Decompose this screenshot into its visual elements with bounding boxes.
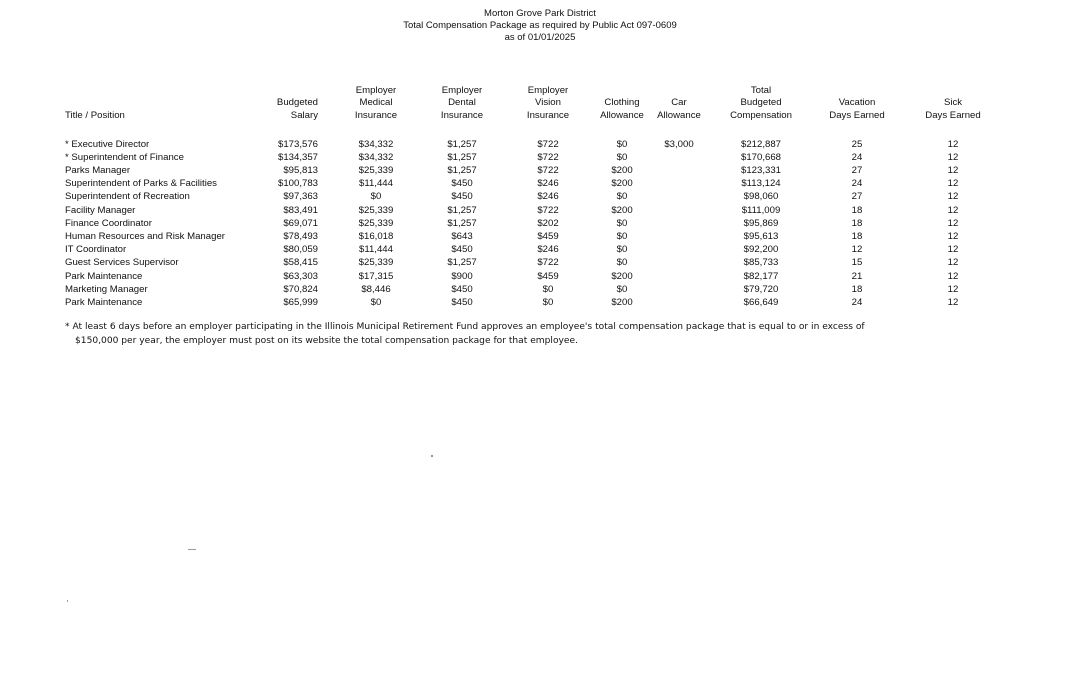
- cell-vision: $722: [537, 204, 559, 216]
- cell-salary: $80,059: [283, 244, 318, 256]
- cell-vision: $246: [537, 191, 559, 203]
- cell-salary: $173,576: [277, 138, 318, 150]
- cell-salary: $65,999: [283, 296, 318, 308]
- cell-vacation: 18: [851, 217, 863, 229]
- cell-sick: 12: [947, 244, 959, 256]
- cell-title: Superintendent of Parks & Facilities: [65, 178, 217, 190]
- cell-dental: $1,257: [447, 138, 477, 150]
- cell-total: $92,200: [743, 244, 779, 256]
- cell-vision: $246: [537, 178, 559, 190]
- cell-total: $95,869: [743, 217, 779, 229]
- cell-title: Parks Manager: [65, 164, 131, 176]
- cell-salary: $134,357: [277, 151, 318, 163]
- cell-clothing: $200: [611, 270, 633, 282]
- cell-vacation: 18: [851, 283, 863, 295]
- cell-vacation: 25: [851, 138, 863, 150]
- cell-sick: 12: [947, 138, 959, 150]
- cell-vacation: 24: [851, 151, 863, 163]
- scan-speck: [67, 600, 68, 602]
- cell-dental: $900: [451, 270, 473, 282]
- header-clothing: Clothing Allowance: [600, 97, 644, 121]
- document-header: [0, 8, 1080, 44]
- cell-dental: $450: [451, 191, 473, 203]
- header-salary: Budgeted Salary: [276, 97, 318, 121]
- cell-vacation: 24: [851, 296, 863, 308]
- cell-vision: $202: [537, 217, 559, 229]
- doc-subtitle: Total Compensation Package as required by Public Act 097-0609: [403, 20, 677, 31]
- cell-clothing: $0: [616, 283, 628, 295]
- cell-vision: $459: [537, 230, 559, 242]
- cell-clothing: $0: [616, 244, 628, 256]
- cell-salary: $69,071: [283, 217, 318, 229]
- header-total: Total Budgeted Compensation: [730, 84, 792, 121]
- cell-sick: 12: [947, 257, 959, 269]
- cell-clothing: $0: [616, 217, 628, 229]
- cell-total: $82,177: [743, 270, 779, 282]
- cell-sick: 12: [947, 296, 959, 308]
- cell-title: Facility Manager: [65, 204, 136, 216]
- cell-sick: 12: [947, 270, 959, 282]
- cell-medical: $0: [370, 191, 382, 203]
- cell-total: $123,331: [740, 164, 782, 176]
- cell-total: $212,887: [740, 138, 782, 150]
- cell-total: $66,649: [743, 296, 779, 308]
- header-sick: Sick Days Earned: [925, 97, 981, 121]
- cell-salary: $97,363: [283, 191, 318, 203]
- cell-total: $85,733: [743, 257, 779, 269]
- cell-salary: $58,415: [283, 257, 318, 269]
- cell-sick: 12: [947, 191, 959, 203]
- cell-salary: $83,491: [283, 204, 318, 216]
- cell-salary: $100,783: [277, 178, 318, 190]
- cell-title: * Superintendent of Finance: [65, 151, 184, 163]
- cell-title: Superintendent of Recreation: [65, 191, 190, 203]
- cell-title: IT Coordinator: [65, 244, 127, 256]
- cell-title: * Executive Director: [65, 138, 150, 150]
- cell-medical: $34,332: [358, 138, 394, 150]
- cell-title: Finance Coordinator: [65, 217, 152, 229]
- scan-speck: [431, 455, 433, 457]
- header-title: Title / Position: [65, 109, 125, 121]
- cell-sick: 12: [947, 217, 959, 229]
- cell-vision: $722: [537, 257, 559, 269]
- cell-salary: $63,303: [283, 270, 318, 282]
- cell-vision: $722: [537, 151, 559, 163]
- cell-sick: 12: [947, 204, 959, 216]
- cell-vacation: 18: [851, 204, 863, 216]
- cell-medical: $8,446: [361, 283, 391, 295]
- cell-sick: 12: [947, 164, 959, 176]
- cell-title: Human Resources and Risk Manager: [65, 230, 225, 242]
- footnote-line-2: $150,000 per year, the employer must post on its website the total compensation package for that employee.: [75, 336, 578, 346]
- cell-sick: 12: [947, 178, 959, 190]
- cell-clothing: $0: [616, 191, 628, 203]
- cell-vision: $0: [542, 283, 554, 295]
- header-medical: Employer Medical Insurance: [354, 84, 398, 121]
- cell-clothing: $0: [616, 151, 628, 163]
- cell-title: Park Maintenance: [65, 270, 143, 282]
- cell-total: $111,009: [741, 204, 781, 216]
- cell-dental: $450: [451, 296, 473, 308]
- cell-title: Guest Services Supervisor: [65, 257, 179, 269]
- cell-medical: $25,339: [358, 257, 394, 269]
- cell-total: $95,613: [743, 230, 779, 242]
- cell-salary: $78,493: [283, 230, 318, 242]
- cell-medical: $34,332: [358, 151, 394, 163]
- cell-vision: $459: [537, 270, 559, 282]
- cell-medical: $25,339: [358, 217, 394, 229]
- cell-dental: $1,257: [447, 151, 477, 163]
- scan-speck: [188, 549, 196, 550]
- cell-salary: $70,824: [283, 283, 318, 295]
- cell-clothing: $0: [616, 138, 628, 150]
- header-vision: Employer Vision Insurance: [526, 84, 570, 121]
- cell-sick: 12: [947, 151, 959, 163]
- cell-vacation: 24: [851, 178, 863, 190]
- cell-salary: $95,813: [283, 164, 318, 176]
- cell-medical: $11,444: [359, 178, 393, 190]
- as-of-date: as of 01/01/2025: [504, 32, 576, 43]
- cell-car: $3,000: [664, 138, 694, 150]
- cell-dental: $1,257: [447, 204, 477, 216]
- cell-medical: $17,315: [358, 270, 394, 282]
- footnote-line-1: * At least 6 days before an employer participating in the Illinois Municipal Retirement Fund approves an employee's total compensation package that is equal to or in excess of: [65, 322, 865, 332]
- cell-vacation: 18: [851, 230, 863, 242]
- cell-dental: $1,257: [447, 257, 477, 269]
- footnote: [65, 320, 945, 348]
- cell-vacation: 27: [851, 164, 863, 176]
- cell-sick: 12: [947, 230, 959, 242]
- cell-clothing: $200: [611, 296, 633, 308]
- cell-clothing: $200: [611, 178, 633, 190]
- header-dental: Employer Dental Insurance: [440, 84, 484, 121]
- cell-medical: $25,339: [358, 164, 394, 176]
- cell-title: Park Maintenance: [65, 296, 143, 308]
- cell-medical: $11,444: [359, 244, 393, 256]
- cell-total: $170,668: [740, 151, 782, 163]
- cell-total: $79,720: [743, 283, 779, 295]
- cell-dental: $450: [451, 283, 473, 295]
- cell-total: $113,124: [741, 178, 781, 190]
- cell-dental: $450: [451, 244, 473, 256]
- cell-total: $98,060: [743, 191, 779, 203]
- cell-dental: $1,257: [447, 164, 477, 176]
- header-car: Car Allowance: [657, 97, 701, 121]
- cell-vision: $246: [537, 244, 559, 256]
- cell-title: Marketing Manager: [65, 283, 148, 295]
- header-vacation: Vacation Days Earned: [829, 97, 885, 121]
- cell-dental: $1,257: [447, 217, 477, 229]
- cell-clothing: $0: [616, 257, 628, 269]
- cell-dental: $450: [451, 178, 473, 190]
- cell-vacation: 21: [851, 270, 863, 282]
- org-name: Morton Grove Park District: [484, 8, 596, 19]
- cell-clothing: $0: [616, 230, 628, 242]
- cell-medical: $16,018: [358, 230, 394, 242]
- cell-medical: $25,339: [358, 204, 394, 216]
- cell-vacation: 27: [851, 191, 863, 203]
- cell-vision: $0: [542, 296, 554, 308]
- cell-vision: $722: [537, 138, 559, 150]
- cell-clothing: $200: [611, 164, 633, 176]
- cell-clothing: $200: [611, 204, 633, 216]
- cell-sick: 12: [947, 283, 959, 295]
- cell-vacation: 12: [851, 244, 863, 256]
- cell-dental: $643: [451, 230, 473, 242]
- cell-medical: $0: [370, 296, 382, 308]
- cell-vision: $722: [537, 164, 559, 176]
- cell-vacation: 15: [851, 257, 863, 269]
